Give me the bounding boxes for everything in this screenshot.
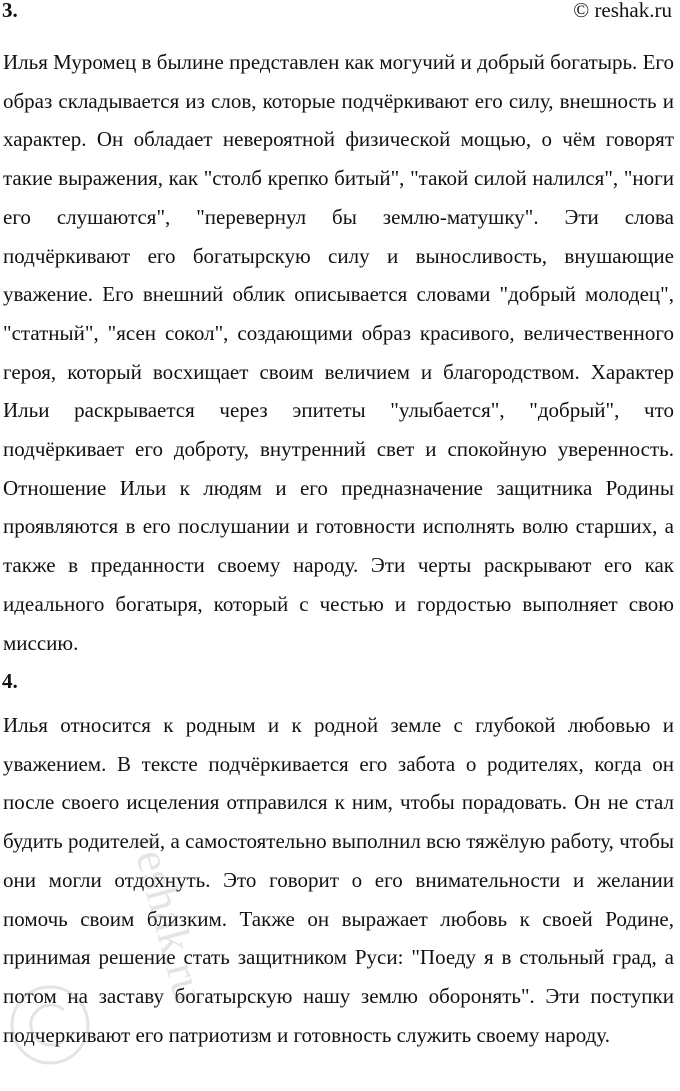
section-4-paragraph: Илья относится к родным и к родной земле с глубокой любовью и уважением. В тексте подчёркивается его забота о родителях, когда он после своего исцеления отправился к ним, чтобы порадовать. Он не стал будить родителей, а самостоятельно выполнил всю тяжёлую работу, чтобы они могли отдохнуть. Это говорит о его внимательности и желании помочь своим близким. Также он выражает любовь к своей Родине, принимая решение стать защитником Руси: "Поеду я в стольный град, а потом на заставу богатырскую нашу землю оборонять". Эти поступки подчеркивают его патриотизм и готовность служить своему народу.: [3, 713, 674, 1047]
page-header: [0, 0, 680, 24]
section-number-4: 4.: [2, 669, 18, 693]
section-number-3: 3.: [2, 0, 18, 22]
site-copyright-label: © reshak.ru: [573, 0, 672, 22]
section-3-paragraph: Илья Муромец в былине представлен как могучий и добрый богатырь. Его образ складывается из слов, которые подчёркивают его силу, внешность и характер. Он обладает невероятной физической мощью, о чём говорят такие выражения, как "столб крепко битый", "такой силой налился", "ноги его слушаются", "перевернул бы землю-матушку". Эти слова подчёркивают его богатырскую силу и выносливость, внушающие уважение. Его внешний облик описывается словами "добрый молодец", "статный", "ясен сокол", создающими образ красивого, величественного героя, который восхищает своим величием и благородством. Характер Ильи раскрывается через эпитеты "улыбается", "добрый", что подчёркивает его доброту, внутренний свет и спокойную уверенность. Отношение Ильи к людям и его предназначение защитника Родины проявляются в его послушании и готовности исполнять волю старших, а также в преданности своему народу. Эти черты раскрывают его как идеального богатыря, который с честью и гордостью выполняет свою миссию.: [3, 50, 674, 655]
watermark-text: reshak.ru: [122, 829, 216, 1007]
